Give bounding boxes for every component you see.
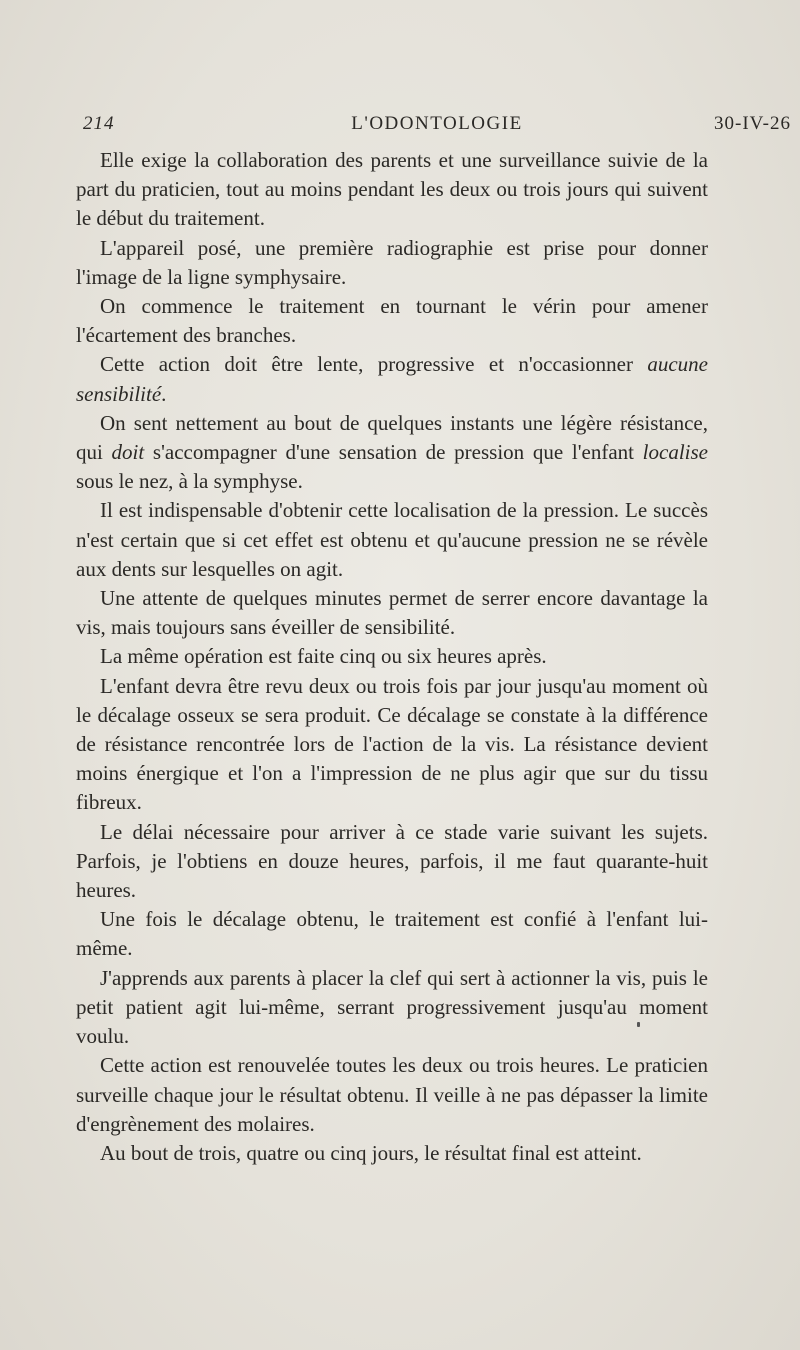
paragraph: Cette action doit être lente, progressive et n'occasionner aucune sensibilité. (76, 352, 708, 406)
issue-date: 30-IV-26 (714, 113, 791, 134)
italic-emphasis: aucune sensibilité (76, 352, 708, 406)
paragraph: Le délai nécessaire pour arriver à ce stade varie suivant les sujets. Parfois, je l'obtiens en douze heures, parfois, il me faut quarante-huit heures. (76, 819, 708, 903)
paragraph: Elle exige la collaboration des parents et une surveillance suivie de la part du praticien, tout au moins pendant les deux ou trois jours qui suivent le début du traitement. (76, 148, 708, 231)
italic-emphasis: localise (642, 440, 708, 465)
paragraph: L'enfant devra être revu deux ou trois fois par jour jusqu'au moment où le décalage osseux se sera produit. Ce décalage se constate à la différence de résistance rencontrée lors de l'action de la vis. La résistance devient moins énergique et l'on a l'impression de ne plus agir que sur du tissu fibreux. (76, 673, 708, 815)
body-text (76, 146, 708, 1168)
paragraph: Il est indispensable d'obtenir cette localisation de la pression. Le succès n'est certain que si cet effet est obtenu et qu'aucune pression ne se révèle aux dents sur lesquelles on agit. (76, 498, 708, 581)
page-header (83, 113, 791, 143)
paragraph: L'appareil posé, une première radiographie est prise pour donner l'image de la ligne symphysaire. (76, 235, 708, 289)
paragraph: Une attente de quelques minutes permet de serrer encore davantage la vis, mais toujours sans éveiller de sensibilité. (76, 586, 708, 640)
paragraph: J'apprends aux parents à placer la clef qui sert à actionner la vis, puis le petit patient agit lui-même, serrant progressivement jusqu'au moment voulu. (76, 965, 708, 1049)
paragraph: On commence le traitement en tournant le vérin pour amener l'écartement des branches. (76, 294, 708, 348)
paragraph: Au bout de trois, quatre ou cinq jours, le résultat final est atteint. (100, 1140, 642, 1165)
running-title: L'ODONTOLOGIE (351, 113, 523, 134)
ink-speck (637, 1022, 640, 1027)
page-number: 214 (83, 113, 115, 134)
italic-emphasis: doit (111, 440, 145, 465)
paragraph: On sent nettement au bout de quelques instants une légère résistance, qui doit s'accompagner d'une sensation de pression que l'enfant localise sous le nez, à la symphyse. (76, 410, 708, 494)
paragraph: Cette action est renouvelée toutes les deux ou trois heures. Le praticien surveille chaque jour le résultat obtenu. Il veille à ne pas dépasser la limite d'engrènement des molaires. (76, 1053, 708, 1136)
paragraph: La même opération est faite cinq ou six heures après. (100, 644, 547, 669)
paragraph: Une fois le décalage obtenu, le traitement est confié à l'enfant lui-même. (76, 907, 708, 961)
